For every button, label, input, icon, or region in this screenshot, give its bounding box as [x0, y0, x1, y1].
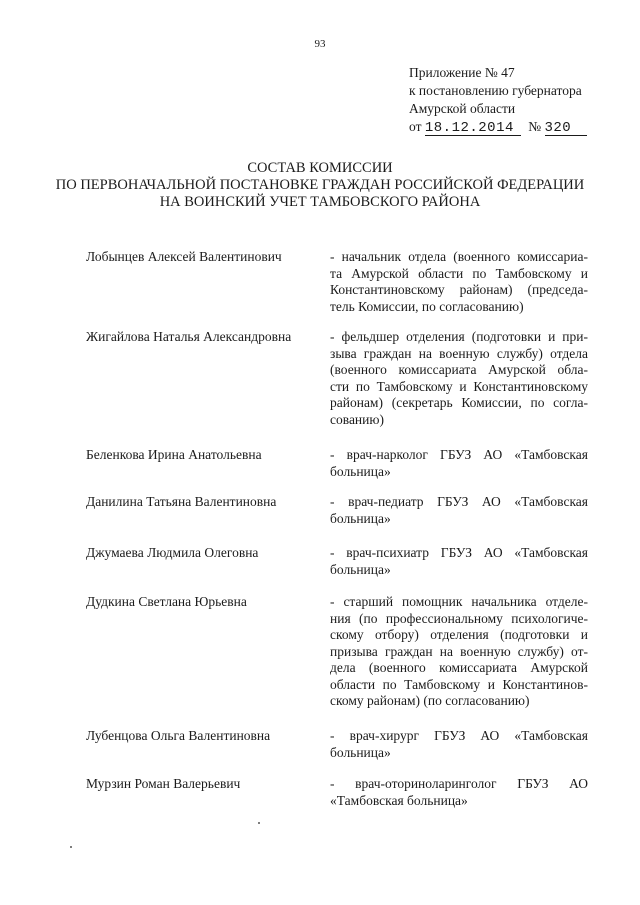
member-name: Джумаева Людмила Олеговна: [86, 545, 259, 560]
member-name: Дудкина Светлана Юрьевна: [86, 594, 247, 609]
scan-speck: [70, 846, 72, 848]
member-role: [330, 249, 588, 315]
appendix-region-line: Амурской области: [409, 101, 516, 116]
appendix-title: Приложение № 47: [409, 65, 515, 80]
member-role-line: - врач-психиатр ГБУЗ АО «Тамбовская: [330, 545, 588, 560]
member-role-line: сованию): [330, 411, 384, 427]
member-role-line: больница»: [330, 463, 391, 479]
member-role-line: Константиновскому районам) (председа-: [330, 282, 588, 297]
member-role-line: сти по Тамбовскому и Константиновскому: [330, 378, 588, 394]
member-role-line: больница»: [330, 744, 391, 760]
appendix-decree-line: к постановлению губернатора: [409, 83, 582, 98]
member-name: Данилина Татьяна Валентиновна: [86, 494, 277, 509]
member-role: [330, 545, 588, 578]
member-role-line: - фельдшер отделения (подготовки и при-: [330, 329, 588, 344]
member-name: Лубенцова Ольга Валентиновна: [86, 728, 271, 743]
appendix-block: [409, 64, 587, 136]
member-name: Жигайлова Наталья Александровна: [86, 329, 292, 344]
member-role-line: - врач-оториноларинголог ГБУЗ АО: [330, 776, 588, 791]
member-role-line: та Амурской области по Тамбовскому и: [330, 265, 588, 281]
member-role: [330, 594, 588, 710]
decree-number: 320: [545, 121, 587, 136]
appendix-date-line: [409, 118, 587, 136]
member-role-line: (военного комиссариата Амурской обла-: [330, 362, 588, 377]
scan-speck: [258, 822, 260, 824]
member-role-line: ния (по профессиональному психологиче-: [330, 610, 588, 626]
member-role-line: области по Тамбовскому и Константинов-: [330, 676, 588, 692]
member-role: [330, 447, 588, 480]
member-role-line: - врач-педиатр ГБУЗ АО «Тамбовская: [330, 494, 588, 509]
member-role-line: - врач-хирург ГБУЗ АО «Тамбовская: [330, 728, 588, 743]
member-role-line: - врач-нарколог ГБУЗ АО «Тамбовская: [330, 447, 588, 462]
member-role-line: - старший помощник начальника отделе-: [330, 594, 588, 609]
title-line-3: НА ВОИНСКИЙ УЧЕТ ТАМБОВСКОГО РАЙОНА: [159, 194, 481, 210]
member-role-line: призыва граждан на военную службу) от-: [330, 643, 588, 659]
member-role: [330, 728, 588, 761]
title-line-1: СОСТАВ КОМИССИИ: [247, 160, 393, 176]
member-role-line: скому районам) (по согласованию): [330, 693, 530, 708]
member-name: Мурзин Роман Валерьевич: [86, 776, 241, 791]
member-role-line: районам) (секретарь Комиссии, по согла-: [330, 395, 588, 410]
member-role: [330, 776, 588, 809]
member-name: Лобынцев Алексей Валентинович: [86, 249, 282, 264]
number-prefix: №: [528, 119, 542, 134]
page-number: 93: [314, 38, 326, 50]
decree-date: 18.12.2014: [425, 121, 521, 136]
member-role: [330, 494, 588, 527]
member-role-line: больница»: [330, 561, 391, 577]
member-role: [330, 329, 588, 428]
member-role-line: зыва граждан на военную службу) отдела: [330, 345, 588, 361]
member-role-line: - начальник отдела (военного комиссариа-: [330, 249, 588, 264]
member-name: Беленкова Ирина Анатольевна: [86, 447, 262, 462]
document-title: [0, 160, 640, 211]
member-role-line: дела (военного комиссариата Амурской: [330, 660, 588, 675]
member-role-line: «Тамбовская больница»: [330, 792, 468, 808]
title-line-2: ПО ПЕРВОНАЧАЛЬНОЙ ПОСТАНОВКЕ ГРАЖДАН РОССИЙСКОЙ ФЕДЕРАЦИИ: [55, 177, 585, 193]
member-role-line: больница»: [330, 510, 391, 526]
date-prefix: от: [409, 119, 422, 134]
member-role-line: скому отбору) отделения (подготовки и: [330, 627, 588, 642]
member-role-line: тель Комиссии, по согласованию): [330, 298, 524, 314]
